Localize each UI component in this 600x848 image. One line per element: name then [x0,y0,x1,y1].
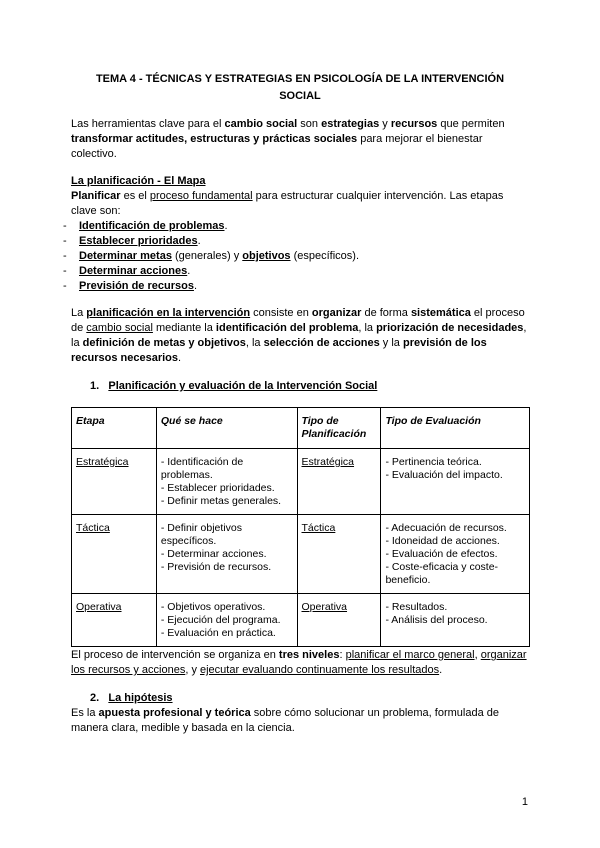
intro-bold: recursos [390,118,438,130]
cell-line: - Evaluación en práctica. [160,627,276,639]
cell-line: - Análisis del proceso. [385,614,488,626]
cell-line: - Evaluación del impacto. [385,469,503,481]
levels-underline: organizar los recursos y acciones [71,649,527,676]
cell-line: - Resultados. [385,601,448,613]
section-2-heading [90,691,173,706]
summary-underline: cambio social [86,322,153,334]
cell-line: - Determinar acciones. [160,548,267,560]
summary-text: La [71,307,87,319]
list-item-rest: . [197,235,201,247]
cell-line: - Ejecución del programa. [160,614,281,626]
intro-bold: transformar actitudes, estructuras y prácticas sociales [71,133,358,145]
list-item [63,249,533,264]
summary-bold: organizar [311,307,362,319]
cell-line: - Identificación de problemas. [160,456,244,481]
table-cell [297,515,381,594]
list-item-rest: . [193,280,198,292]
summary-text: consiste en [250,307,312,319]
intro-bold: cambio social [224,118,298,130]
table-header-row [72,408,530,449]
planning-steps-list [63,219,533,294]
table-cell [156,515,297,594]
levels-text: , [474,649,481,661]
intro-text: Las herramientas clave para el [71,118,225,130]
summary-text: el proceso de [71,307,525,334]
table-cell [156,594,297,647]
cell-line: - Establecer prioridades. [160,482,275,494]
planning-heading: La planificación - El Mapa [71,175,206,187]
summary-text: mediante la [152,322,216,334]
table-header-cell: Tipo de Planificación [297,408,381,449]
list-item-label: Previsión de recursos [79,280,194,292]
summary-text: , la [358,322,377,334]
list-item [63,264,533,279]
cell-text: Estratégica [76,456,129,468]
cell-text: Táctica [301,522,336,534]
levels-underline: ejecutar evaluando continuamente los resultados [200,664,440,676]
table-header-cell: Tipo de Evaluación [381,408,530,449]
section-title: La hipótesis [108,692,173,704]
table-cell [156,449,297,515]
list-item-rest: . [187,265,191,277]
cell-line: - Pertinencia teórica. [385,456,482,468]
list-item [63,219,533,234]
table-row [72,594,530,647]
section-1-heading [90,379,377,394]
table-cell [381,449,530,515]
summary-bold: sistemática [410,307,471,319]
cell-text: Operativa [301,601,348,613]
planning-text: para estructurar cualquier intervención. Las etapas clave son: [71,190,504,217]
table-cell [381,515,530,594]
intro-bold: estrategias [321,118,380,130]
intro-text: y [379,118,391,130]
summary-bold: selección de acciones [263,337,380,349]
list-item [63,234,533,249]
levels-bold: tres niveles [278,649,340,661]
summary-bold: definición de metas y objetivos [82,337,246,349]
table-cell [297,594,381,647]
levels-underline: planificar el marco general [345,649,475,661]
summary-text: y la [379,337,403,349]
list-item [63,279,533,294]
planning-evaluation-table [71,407,530,647]
cell-line: - Definir objetivos específicos. [160,522,242,547]
list-item-label: Identificación de problemas [79,220,225,232]
list-item-label: Establecer prioridades [79,235,198,247]
cell-line: - Coste-eficacia y coste-beneficio. [385,561,499,586]
cell-line: - Idoneidad de acciones. [385,535,500,547]
cell-line: - Previsión de recursos. [160,561,272,573]
summary-bold: identificación del problema [215,322,359,334]
summary-bold-underline: planificación en la intervención [86,307,251,319]
intro-text: son [297,118,322,130]
hypothesis-paragraph [71,706,531,736]
list-item-mid: (generales) y [171,250,243,262]
intro-paragraph [71,117,531,162]
intro-text: que permiten [437,118,505,130]
planning-bold: Planificar [71,190,121,202]
planning-underline: proceso fundamental [149,190,253,202]
list-item-rest: (específicos). [290,250,360,262]
summary-text: . [178,352,182,364]
hypothesis-bold: apuesta profesional y teórica [98,707,251,719]
levels-text: : [339,649,346,661]
table-row [72,515,530,594]
levels-paragraph [71,648,531,678]
cell-line: - Objetivos operativos. [160,601,266,613]
summary-text: , la [245,337,264,349]
cell-line: - Adecuación de recursos. [385,522,507,534]
table-cell [72,515,157,594]
hypothesis-text: Es la [71,707,99,719]
intro-text: para mejorar el bienestar colectivo. [71,133,483,160]
cell-line: - Definir metas generales. [160,495,282,507]
cell-text: Táctica [76,522,110,534]
table-header-cell: Etapa [72,408,157,449]
levels-text: El proceso de intervención se organiza en [71,649,279,661]
levels-text: , y [185,664,200,676]
cell-text: Operativa [76,601,122,613]
table-row [72,449,530,515]
hypothesis-text: sobre cómo solucionar un problema, formulada de manera clara, medible y basada en la ciencia. [71,707,499,734]
section-number: 1. [90,380,100,392]
list-item-rest: . [224,220,228,232]
planning-paragraph [71,189,529,219]
planning-text: es el [120,190,150,202]
list-item-label-2: objetivos [242,250,291,262]
summary-paragraph [71,306,531,366]
section-title: Planificación y evaluación de la Intervención Social [108,380,378,392]
table-header-cell: Qué se hace [156,408,297,449]
title-line-1: TEMA 4 - TÉCNICAS Y ESTRATEGIAS EN PSICOLOGÍA DE LA INTERVENCIÓN [95,73,505,85]
list-item-label: Determinar acciones [79,265,188,277]
table-cell [297,449,381,515]
summary-bold: previsión de los recursos necesarios [71,337,487,364]
table-cell [72,449,157,515]
cell-line: - Evaluación de efectos. [385,548,498,560]
title-line-2: SOCIAL [279,90,321,102]
section-number: 2. [90,692,100,704]
page-title [60,71,540,105]
levels-text: . [439,664,443,676]
table-cell [381,594,530,647]
summary-text: de forma [361,307,411,319]
table-cell [72,594,157,647]
list-item-label: Determinar metas [79,250,172,262]
page-number: 1 [521,796,528,808]
summary-bold: priorización de necesidades [376,322,524,334]
cell-text: Estratégica [301,456,355,468]
summary-text: , la [71,322,527,349]
